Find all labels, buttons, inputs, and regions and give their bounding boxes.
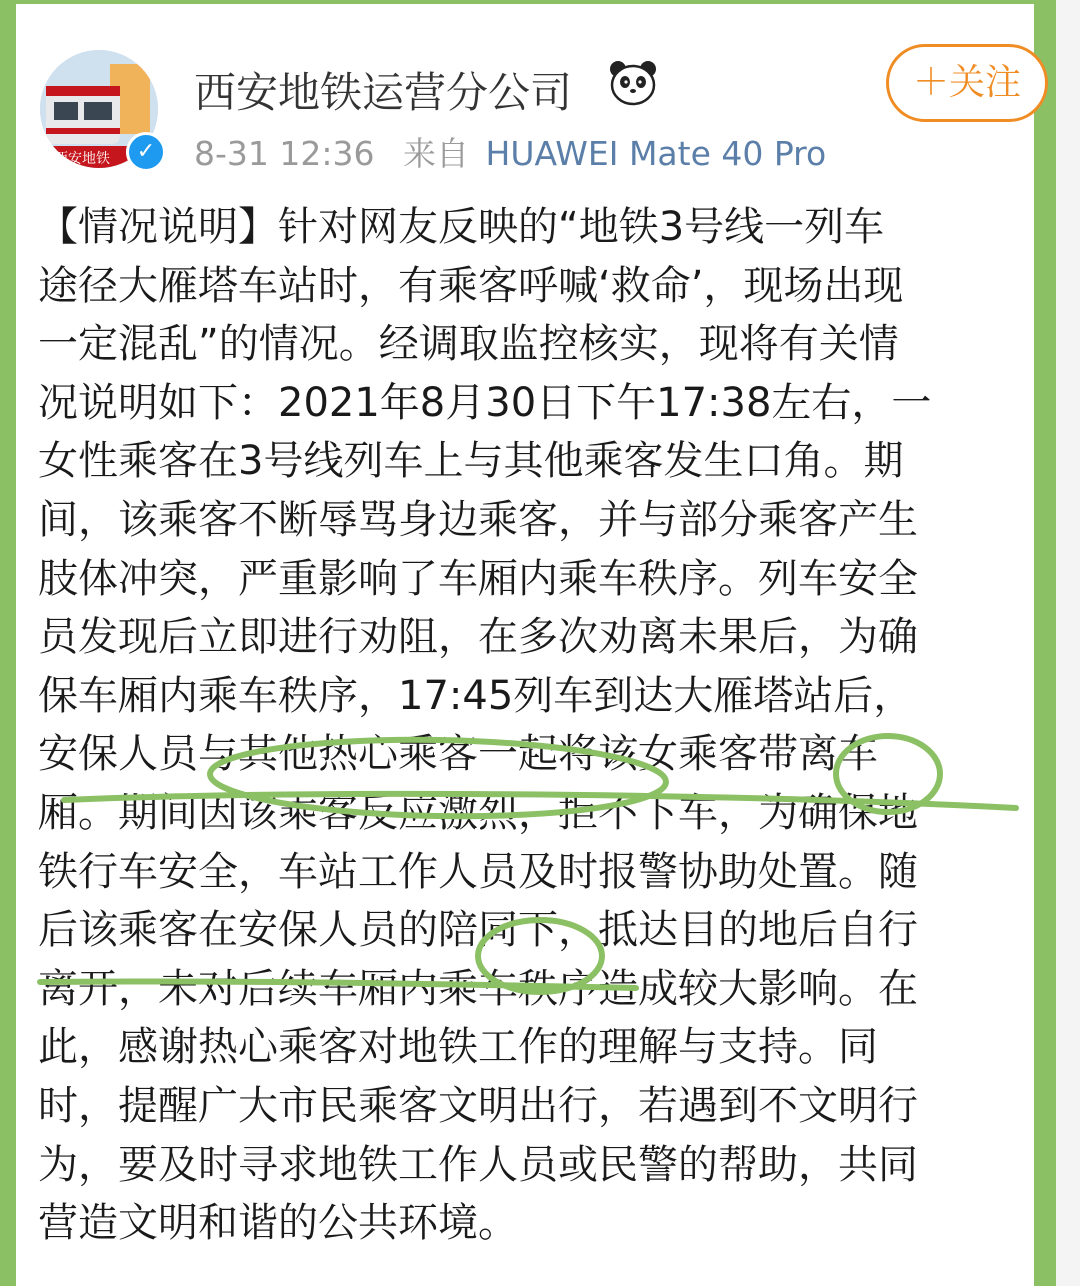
highlight-frame-right [1034, 0, 1056, 1286]
post-line: 一定混乱”的情况。经调取监控核实，现将有关情 [38, 321, 899, 368]
follow-button[interactable]: ＋关注 [886, 44, 1048, 122]
post-line: 铁行车安全，车站工作人员及时报警协助处置。随 [38, 848, 918, 895]
post-line: 肢体冲突，严重影响了车厢内乘车秩序。列车安全 [38, 555, 918, 602]
post-source-prefix: 来自 [403, 134, 469, 173]
post-line: 此，感谢热心乘客对地铁工作的理解与支持。同 [38, 1024, 878, 1071]
highlight-frame-left [0, 0, 16, 1286]
post-meta [194, 128, 826, 175]
avatar-caption: 西安地铁 [54, 151, 110, 167]
post-line: 保车厢内乘车秩序，17:45列车到达大雁塔站后， [38, 672, 914, 719]
post-line: 离开，未对后续车厢内乘车秩序造成较大影响。在 [38, 965, 918, 1012]
verified-badge-icon: ✓ [126, 132, 166, 172]
account-name[interactable]: 西安地铁运营分公司 [194, 68, 573, 117]
post-header [16, 4, 1034, 184]
post-device-link[interactable]: HUAWEI Mate 40 Pro [485, 134, 827, 173]
panda-emoji-icon [608, 60, 658, 106]
post-line: 员发现后立即进行劝阻，在多次劝离未果后，为确 [38, 614, 918, 661]
post-line: 安保人员与其他热心乘客一起将该女乘客带离车 [38, 731, 878, 778]
post-body [38, 198, 1034, 1253]
post-line: 营造文明和谐的公共环境。 [38, 1200, 518, 1247]
post-line: 间，该乘客不断辱骂身边乘客，并与部分乘客产生 [38, 496, 918, 543]
post-line: 时，提醒广大市民乘客文明出行，若遇到不文明行 [38, 1082, 918, 1129]
post-line: 女性乘客在3号线列车上与其他乘客发生口角。期 [38, 438, 904, 485]
post-line: 况说明如下：2021年8月30日下午17:38左右，一 [38, 379, 932, 426]
post-line: 【情况说明】针对网友反映的“地铁3号线一列车 [38, 204, 885, 250]
post-line: 厢。期间因该乘客反应激烈，拒不下车，为确保地 [38, 789, 918, 836]
post-line: 为，要及时寻求地铁工作人员或民警的帮助，共同 [38, 1141, 918, 1188]
post-timestamp: 8-31 12:36 [194, 134, 375, 173]
post-line: 途径大雁塔车站时，有乘客呼喊‘救命’，现场出现 [38, 262, 904, 309]
page-edge [1056, 0, 1080, 1286]
post-line: 后该乘客在安保人员的陪同下，抵达目的地后自行 [38, 907, 918, 954]
